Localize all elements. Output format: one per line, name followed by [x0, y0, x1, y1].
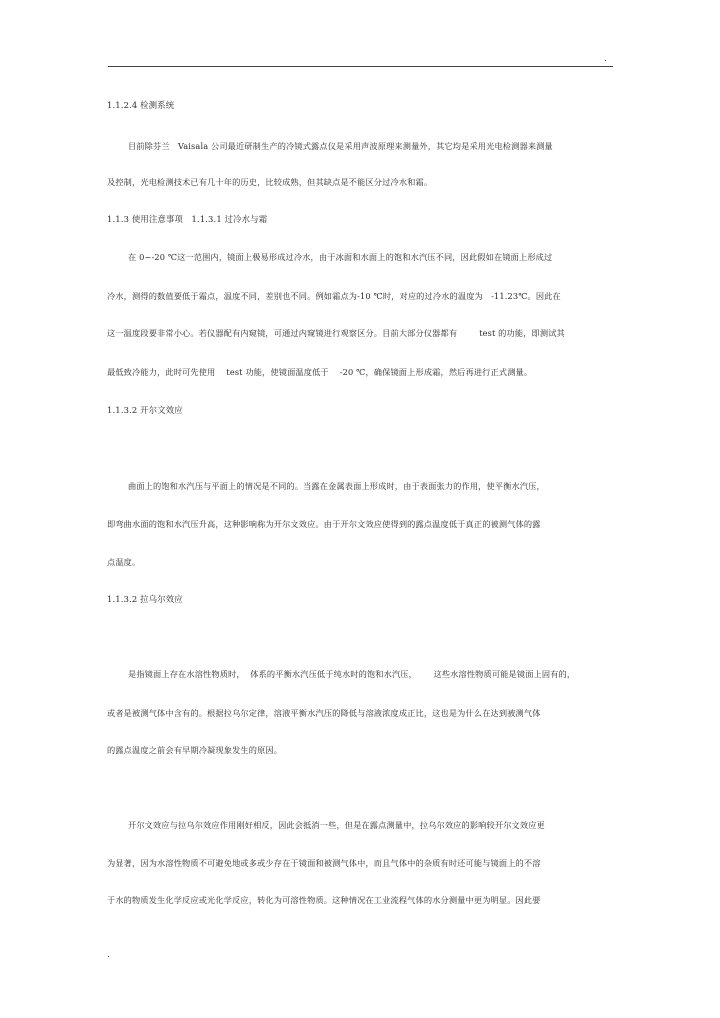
section-heading-raoult-effect: 1.1.3.2 拉乌尔效应: [107, 594, 183, 604]
paragraph-line: 开尔文效应与拉乌尔效应作用刚好相反，因此会抵消一些，但是在露点测量中，拉乌尔效应的影响较开尔文效应更: [128, 820, 545, 830]
paragraph-line: 冷水，测得的数值要低于霜点，温度不同，差别也不同。例如霜点为-10 ℃时，对应的过冷水的温度为 -11.23℃。因此在: [107, 291, 561, 301]
paragraph-line: 及控制，光电检测技术已有几十年的历史，比较成熟，但其缺点是不能区分过冷水和霜。: [107, 177, 433, 187]
paragraph-line: 目前除芬兰 Vaisala 公司最近研制生产的冷镜式露点仪是采用声波原理来测量外，其它均是采用光电检测器来测量: [128, 141, 553, 151]
paragraph-line: 曲面上的饱和水汽压与平面上的情况是不同的。当露在金属表面上形成时，由于表面张力的作用，使平衡水汽压，: [128, 481, 545, 491]
paragraph-line: 最低致冷能力，此时可先使用 test 功能，使镜面温度低于 -20 ℃，确保镜面上形成霜，然后再进行正式测量。: [107, 367, 533, 377]
paragraph-line: 为显著，因为水溶性物质不可避免地或多或少存在于镜面和被测气体中，而且气体中的杂质有时还可能与镜面上的不溶: [107, 858, 541, 868]
paragraph-line: 或者是被测气体中含有的。根据拉乌尔定律，溶液平衡水汽压的降低与溶液浓度成正比，这也是为什么在达到被测气体: [107, 708, 541, 718]
paragraph-line: 是指镜面上存在水溶性物质时， 体系的平衡水汽压低于纯水时的饱和水汽压， 这些水溶性物质可能是镜面上固有的，: [128, 669, 576, 679]
paragraph-line: 的露点温度之前会有早期冷凝现象发生的原因。: [107, 745, 283, 755]
paragraph-line: 即弯曲水面的饱和水汽压升高，这种影响称为开尔文效应。由于开尔文效应使得到的露点温度低于真正的被测气体的露: [107, 519, 541, 529]
paragraph-line: 点温度。: [107, 557, 141, 567]
footer-mark: .: [107, 950, 110, 960]
section-heading-detection-system: 1.1.2.4 检测系统: [107, 100, 175, 110]
header-mark: .: [604, 54, 607, 64]
paragraph-line: 于水的物质发生化学反应或光化学反应，转化为可溶性物质。这种情况在工业流程气体的水分测量中更为明显。因此要: [107, 895, 541, 905]
paragraph-line: 在 0~-20 ℃这一范围内，镜面上极易形成过冷水，由于冰面和水面上的饱和水汽压不同，因此假如在镜面上形成过: [128, 252, 553, 262]
header-rule: [108, 66, 613, 67]
section-heading-precautions: 1.1.3 使用注意事项 1.1.3.1 过冷水与霜: [107, 214, 268, 224]
section-heading-kelvin-effect: 1.1.3.2 开尔文效应: [107, 405, 183, 415]
paragraph-line: 这一温度段要非常小心。若仪器配有内窥镜，可通过内窥镜进行观察区分。目前大部分仪器都有 test 的功能，即测试其: [107, 328, 565, 338]
